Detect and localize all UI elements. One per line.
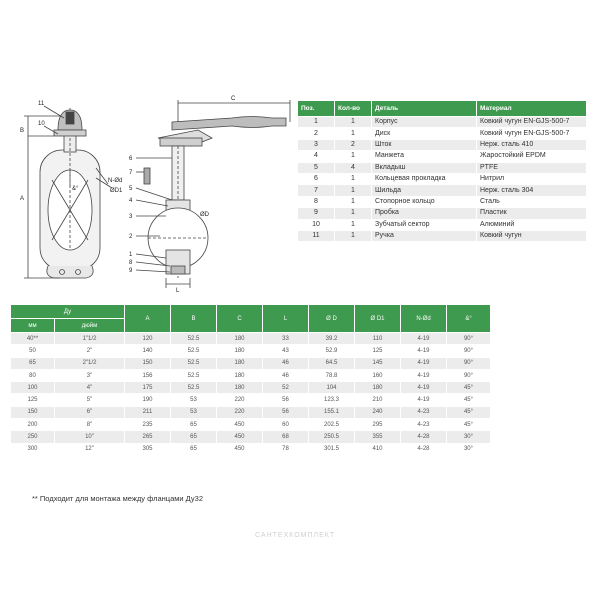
table-row: [11, 431, 491, 443]
table-cell: 160: [355, 369, 401, 381]
table-cell: 450: [217, 431, 263, 443]
table-cell: 45°: [447, 382, 491, 394]
table-cell: 10": [55, 431, 125, 443]
table-cell: 265: [125, 431, 171, 443]
table-row: [298, 162, 587, 173]
table-cell: 2: [335, 139, 372, 150]
table-cell: 45°: [447, 394, 491, 406]
table-cell: Ковкий чугун EN-GJS-500-7: [477, 117, 587, 128]
table-cell: 65: [171, 419, 217, 431]
col-c: C: [217, 305, 263, 333]
table-cell: 150: [11, 406, 55, 418]
table-cell: 53: [171, 394, 217, 406]
table-cell: 46: [263, 357, 309, 369]
table-cell: Жаростойкий EPDM: [477, 151, 587, 162]
table-cell: 40**: [11, 333, 55, 345]
table-cell: 250: [11, 431, 55, 443]
table-cell: 145: [355, 357, 401, 369]
table-cell: 56: [263, 394, 309, 406]
table-cell: 200: [11, 419, 55, 431]
table-cell: 7: [298, 185, 335, 196]
col-d1: Ø D1: [355, 305, 401, 333]
label-10: 10: [38, 121, 45, 127]
table-cell: 46: [263, 369, 309, 381]
table-cell: 10: [298, 219, 335, 230]
col-nd: N-Ød: [401, 305, 447, 333]
table-cell: 220: [217, 394, 263, 406]
table-cell: 180: [217, 382, 263, 394]
table-row: [11, 394, 491, 406]
col-material: Материал: [477, 101, 587, 117]
table-cell: 450: [217, 419, 263, 431]
table-cell: 1: [335, 151, 372, 162]
table-cell: 2: [298, 128, 335, 139]
col-mm: мм: [11, 319, 55, 333]
table-cell: 125: [11, 394, 55, 406]
table-cell: 90°: [447, 333, 491, 345]
table-cell: 52.9: [309, 345, 355, 357]
table-row: [298, 219, 587, 230]
table-cell: 12": [55, 443, 125, 455]
col-d: Ø D: [309, 305, 355, 333]
parts-table: [297, 100, 587, 242]
table-cell: 250.5: [309, 431, 355, 443]
table-cell: 104: [309, 382, 355, 394]
table-row: [298, 139, 587, 150]
col-angle: &°: [447, 305, 491, 333]
table-cell: 1: [335, 230, 372, 241]
table-cell: 5": [55, 394, 125, 406]
table-cell: Вкладыш: [372, 162, 477, 173]
table-row: [11, 333, 491, 345]
footnote: ** Подходит для монтажа между фланцами Ду32: [32, 494, 204, 503]
label-3: 3: [129, 214, 133, 220]
table-cell: 180: [355, 382, 401, 394]
table-cell: Стопорное кольцо: [372, 196, 477, 207]
table-row: [298, 173, 587, 184]
table-cell: 68: [263, 431, 309, 443]
table-cell: PTFE: [477, 162, 587, 173]
table-row: [298, 196, 587, 207]
col-a: A: [125, 305, 171, 333]
table-cell: 4-23: [401, 406, 447, 418]
table-cell: Кольцевая прокладка: [372, 173, 477, 184]
table-cell: 4-28: [401, 443, 447, 455]
table-cell: Нерж. сталь 410: [477, 139, 587, 150]
table-cell: 80: [11, 369, 55, 381]
table-cell: 43: [263, 345, 309, 357]
table-cell: 295: [355, 419, 401, 431]
table-cell: 4": [55, 382, 125, 394]
table-row: [298, 128, 587, 139]
table-cell: 4-19: [401, 333, 447, 345]
label-9: 9: [129, 268, 133, 274]
table-cell: 6: [298, 173, 335, 184]
label-l: L: [176, 288, 180, 293]
label-c: C: [231, 96, 236, 102]
col-l: L: [263, 305, 309, 333]
table-cell: Сталь: [477, 196, 587, 207]
table-cell: 90°: [447, 345, 491, 357]
table-cell: 45°: [447, 419, 491, 431]
table-cell: 1: [335, 185, 372, 196]
table-cell: Пробка: [372, 208, 477, 219]
table-row: [11, 419, 491, 431]
table-cell: 65: [171, 443, 217, 455]
table-cell: 39.2: [309, 333, 355, 345]
label-angle: &°: [72, 186, 79, 192]
table-cell: 150: [125, 357, 171, 369]
table-cell: 5: [298, 162, 335, 173]
table-cell: Ручка: [372, 230, 477, 241]
col-part: Деталь: [372, 101, 477, 117]
table-cell: Шильда: [372, 185, 477, 196]
table-row: [298, 230, 587, 241]
label-5: 5: [129, 186, 133, 192]
table-row: [11, 406, 491, 418]
table-cell: Ковкий чугун: [477, 230, 587, 241]
table-cell: Шток: [372, 139, 477, 150]
table-cell: 33: [263, 333, 309, 345]
table-cell: 305: [125, 443, 171, 455]
table-cell: 155.1: [309, 406, 355, 418]
label-d1: ØD1: [110, 188, 123, 194]
label-b: B: [20, 128, 25, 134]
table-cell: 4-19: [401, 369, 447, 381]
table-cell: 202.5: [309, 419, 355, 431]
table-cell: 9: [298, 208, 335, 219]
table-cell: 235: [125, 419, 171, 431]
table-cell: 56: [263, 406, 309, 418]
valve-drawing: [0, 88, 300, 293]
table-cell: 65: [11, 357, 55, 369]
table-cell: 53: [171, 406, 217, 418]
table-cell: 180: [217, 357, 263, 369]
table-cell: Алюминий: [477, 219, 587, 230]
label-11: 11: [38, 101, 45, 107]
table-cell: 3": [55, 369, 125, 381]
table-cell: 1: [335, 196, 372, 207]
label-1: 1: [129, 252, 133, 258]
table-cell: 50: [11, 345, 55, 357]
table-cell: 180: [217, 369, 263, 381]
table-cell: Нитрил: [477, 173, 587, 184]
table-cell: 8: [298, 196, 335, 207]
table-cell: 1: [335, 117, 372, 128]
label-2: 2: [129, 234, 133, 240]
table-cell: Корпус: [372, 117, 477, 128]
table-cell: 60: [263, 419, 309, 431]
table-cell: 125: [355, 345, 401, 357]
table-cell: 450: [217, 443, 263, 455]
table-cell: 301.5: [309, 443, 355, 455]
table-cell: 3: [298, 139, 335, 150]
table-cell: 52: [263, 382, 309, 394]
table-cell: 6": [55, 406, 125, 418]
table-cell: 4: [335, 162, 372, 173]
table-cell: 1: [335, 128, 372, 139]
table-cell: Пластик: [477, 208, 587, 219]
table-cell: 190: [125, 394, 171, 406]
dims-header-row: [11, 305, 491, 319]
label-a: A: [20, 196, 25, 202]
table-cell: 4: [298, 151, 335, 162]
table-cell: 90°: [447, 357, 491, 369]
table-cell: 2": [55, 345, 125, 357]
table-cell: Диск: [372, 128, 477, 139]
table-cell: 211: [125, 406, 171, 418]
table-cell: 410: [355, 443, 401, 455]
col-inch: дюйм: [55, 319, 125, 333]
table-cell: 300: [11, 443, 55, 455]
watermark: САНТЕХКОМПЛЕКТ: [255, 532, 336, 539]
table-cell: Зубчатый сектор: [372, 219, 477, 230]
table-cell: 140: [125, 345, 171, 357]
table-cell: Нерж. сталь 304: [477, 185, 587, 196]
table-cell: 90°: [447, 369, 491, 381]
table-cell: 64.5: [309, 357, 355, 369]
table-cell: 156: [125, 369, 171, 381]
table-row: [298, 208, 587, 219]
table-cell: Ковкий чугун EN-GJS-500-7: [477, 128, 587, 139]
table-cell: 45°: [447, 406, 491, 418]
table-cell: 78.8: [309, 369, 355, 381]
table-cell: 52.5: [171, 357, 217, 369]
table-cell: 52.5: [171, 382, 217, 394]
label-4: 4: [129, 198, 133, 204]
table-cell: 110: [355, 333, 401, 345]
label-nd: N-Ød: [108, 178, 123, 184]
label-d: ØD: [200, 212, 209, 218]
col-qty: Кол-во: [335, 101, 372, 117]
table-cell: 1: [335, 208, 372, 219]
table-cell: 1: [335, 219, 372, 230]
table-row: [11, 443, 491, 455]
table-cell: 4-28: [401, 431, 447, 443]
table-cell: 4-23: [401, 419, 447, 431]
table-row: [298, 151, 587, 162]
table-cell: 175: [125, 382, 171, 394]
table-cell: 52.5: [171, 369, 217, 381]
table-cell: 11: [298, 230, 335, 241]
col-pos: Поз.: [298, 101, 335, 117]
table-row: [11, 357, 491, 369]
table-cell: 52.5: [171, 345, 217, 357]
table-cell: Манжета: [372, 151, 477, 162]
label-8: 8: [129, 260, 133, 266]
table-cell: 1: [335, 173, 372, 184]
table-row: [11, 345, 491, 357]
table-cell: 4-19: [401, 345, 447, 357]
label-7: 7: [129, 170, 133, 176]
table-cell: 30°: [447, 443, 491, 455]
table-cell: 1"1/2: [55, 333, 125, 345]
table-cell: 220: [217, 406, 263, 418]
table-cell: 65: [171, 431, 217, 443]
table-cell: 78: [263, 443, 309, 455]
table-cell: 120: [125, 333, 171, 345]
table-cell: 1: [298, 117, 335, 128]
table-cell: 180: [217, 345, 263, 357]
table-cell: 4-19: [401, 382, 447, 394]
table-cell: 4-19: [401, 394, 447, 406]
table-cell: 100: [11, 382, 55, 394]
table-cell: 52.5: [171, 333, 217, 345]
table-row: [298, 185, 587, 196]
table-cell: 30°: [447, 431, 491, 443]
label-6: 6: [129, 156, 133, 162]
table-row: [11, 382, 491, 394]
table-cell: 2"1/2: [55, 357, 125, 369]
col-dy: Ду: [11, 305, 125, 319]
table-cell: 240: [355, 406, 401, 418]
table-cell: 4-19: [401, 357, 447, 369]
table-cell: 8": [55, 419, 125, 431]
table-row: [11, 369, 491, 381]
table-cell: 210: [355, 394, 401, 406]
table-cell: 355: [355, 431, 401, 443]
col-b: B: [171, 305, 217, 333]
table-cell: 180: [217, 333, 263, 345]
table-cell: 123.3: [309, 394, 355, 406]
parts-header-row: [298, 101, 587, 117]
table-row: [298, 117, 587, 128]
dimensions-table: [10, 304, 491, 456]
